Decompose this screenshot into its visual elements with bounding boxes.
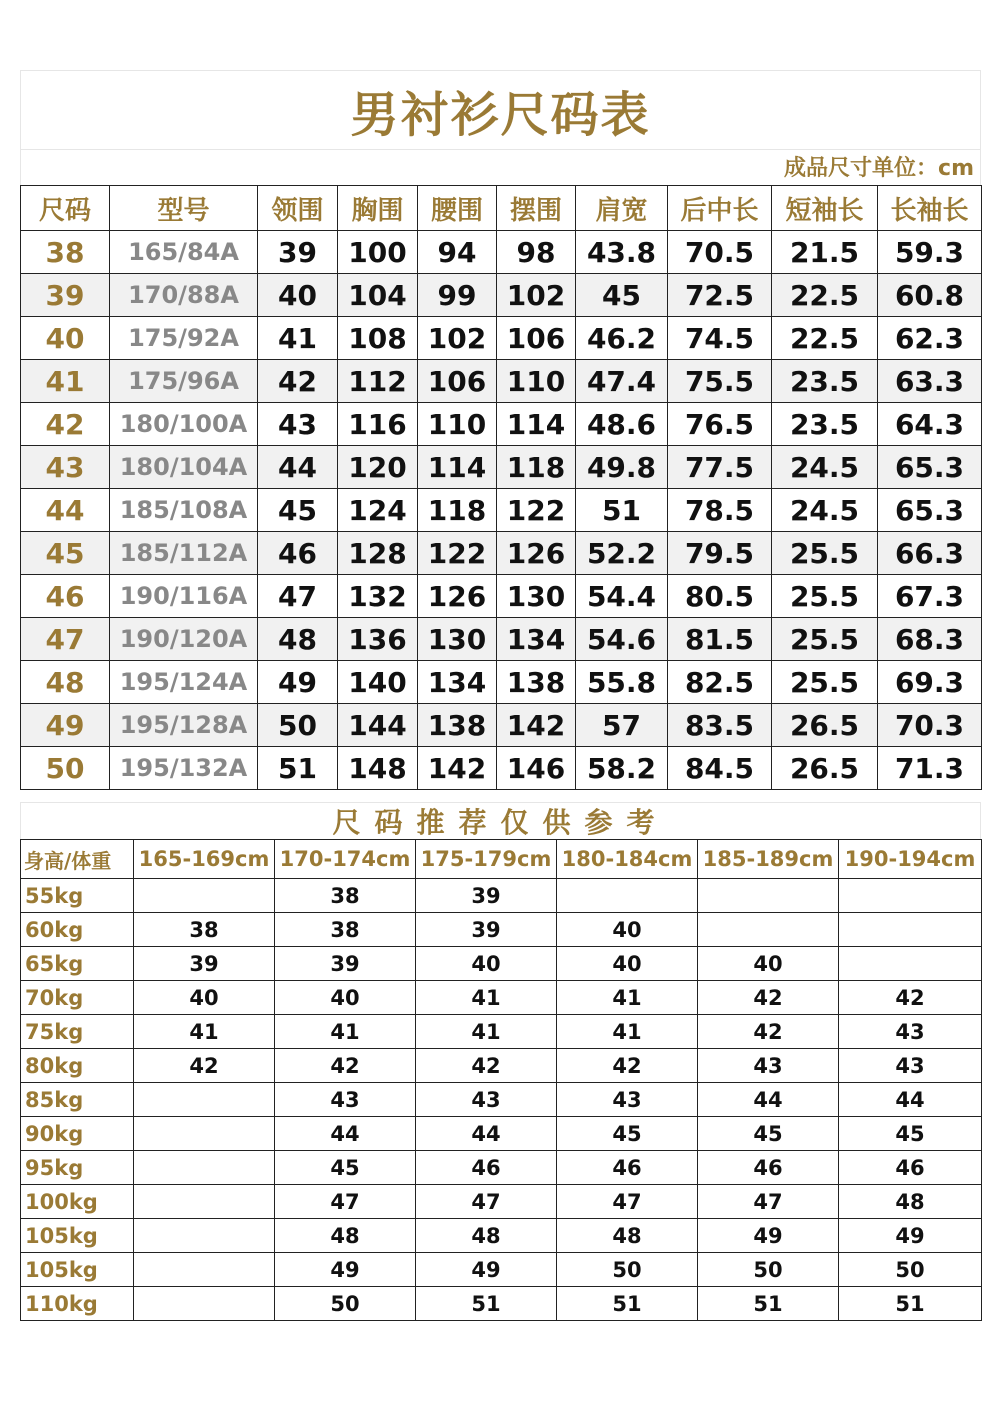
weight-cell: 95kg [21,1151,134,1185]
measure-cell: 42 [258,360,338,403]
recommend-size-cell: 42 [134,1049,275,1083]
height-header-cell: 170-174cm [275,840,416,879]
measure-cell: 102 [497,274,576,317]
measure-cell: 63.3 [878,360,982,403]
model-cell: 180/104A [110,446,258,489]
recommend-size-cell: 41 [416,1015,557,1049]
model-cell: 180/100A [110,403,258,446]
recommend-size-cell: 47 [557,1185,698,1219]
weight-cell: 65kg [21,947,134,981]
measure-cell: 110 [497,360,576,403]
recommend-size-cell: 48 [839,1185,982,1219]
recommend-size-cell: 46 [839,1151,982,1185]
measure-cell: 98 [497,231,576,274]
measure-cell: 134 [497,618,576,661]
recommend-size-cell: 45 [698,1117,839,1151]
measure-cell: 26.5 [772,747,878,790]
model-cell: 185/112A [110,532,258,575]
measure-cell: 102 [418,317,497,360]
recommend-size-cell: 41 [557,981,698,1015]
measure-cell: 47.4 [576,360,668,403]
measure-cell: 120 [338,446,418,489]
size-cell: 47 [21,618,110,661]
size-header-cell: 后中长 [668,186,772,231]
measure-cell: 140 [338,661,418,704]
measure-cell: 66.3 [878,532,982,575]
recommend-size-cell: 45 [557,1117,698,1151]
measure-cell: 51 [258,747,338,790]
weight-cell: 105kg [21,1253,134,1287]
measure-cell: 146 [497,747,576,790]
corner-header-cell: 身高/体重 [21,840,134,879]
measure-cell: 25.5 [772,575,878,618]
measure-cell: 81.5 [668,618,772,661]
measure-cell: 126 [497,532,576,575]
measure-cell: 99 [418,274,497,317]
recommend-table [20,839,982,1321]
measure-cell: 79.5 [668,532,772,575]
recommend-size-cell [557,879,698,913]
recommend-size-cell [839,947,982,981]
recommend-size-cell [839,879,982,913]
size-header-cell: 摆围 [497,186,576,231]
recommend-size-cell: 50 [557,1253,698,1287]
recommend-size-cell: 42 [557,1049,698,1083]
recommend-size-cell: 40 [557,947,698,981]
size-header-cell: 尺码 [21,186,110,231]
recommend-row [21,1049,982,1083]
measure-cell: 46.2 [576,317,668,360]
weight-cell: 55kg [21,879,134,913]
size-cell: 46 [21,575,110,618]
measure-cell: 41 [258,317,338,360]
recommend-size-cell: 50 [839,1253,982,1287]
measure-cell: 72.5 [668,274,772,317]
recommend-size-cell: 45 [839,1117,982,1151]
recommend-size-cell: 39 [416,879,557,913]
measure-cell: 74.5 [668,317,772,360]
measure-cell: 25.5 [772,618,878,661]
measure-cell: 43.8 [576,231,668,274]
recommend-size-cell: 43 [839,1049,982,1083]
recommend-title: 尺码推荐仅供参考 [332,806,669,839]
measure-cell: 71.3 [878,747,982,790]
measure-cell: 80.5 [668,575,772,618]
size-row [21,575,982,618]
recommend-size-cell [134,879,275,913]
recommend-row [21,1117,982,1151]
measure-cell: 104 [338,274,418,317]
measure-cell: 76.5 [668,403,772,446]
recommend-row [21,879,982,913]
model-cell: 190/116A [110,575,258,618]
weight-cell: 75kg [21,1015,134,1049]
height-header-cell: 175-179cm [416,840,557,879]
measure-cell: 54.6 [576,618,668,661]
recommend-size-cell: 49 [839,1219,982,1253]
model-cell: 170/88A [110,274,258,317]
size-row [21,704,982,747]
recommend-size-cell: 43 [839,1015,982,1049]
measure-cell: 43 [258,403,338,446]
unit-label: 成品尺寸单位：cm [784,156,974,181]
recommend-size-cell: 48 [416,1219,557,1253]
recommend-row [21,1253,982,1287]
measure-cell: 49 [258,661,338,704]
size-row [21,489,982,532]
measure-cell: 67.3 [878,575,982,618]
recommend-size-cell: 51 [557,1287,698,1321]
recommend-size-cell: 45 [275,1151,416,1185]
measure-cell: 148 [338,747,418,790]
measure-cell: 23.5 [772,360,878,403]
measure-cell: 69.3 [878,661,982,704]
measure-cell: 25.5 [772,532,878,575]
recommend-size-cell: 51 [698,1287,839,1321]
measure-cell: 40 [258,274,338,317]
recommend-size-cell: 42 [698,981,839,1015]
measure-cell: 25.5 [772,661,878,704]
recommend-size-cell: 43 [275,1083,416,1117]
recommend-row [21,947,982,981]
measure-cell: 24.5 [772,489,878,532]
recommend-size-cell: 40 [134,981,275,1015]
measure-cell: 142 [497,704,576,747]
measure-cell: 84.5 [668,747,772,790]
size-cell: 42 [21,403,110,446]
recommend-size-cell: 46 [698,1151,839,1185]
recommend-row [21,981,982,1015]
recommend-size-cell: 41 [134,1015,275,1049]
size-header-cell: 短袖长 [772,186,878,231]
recommend-size-cell [134,1117,275,1151]
measure-cell: 50 [258,704,338,747]
measure-cell: 128 [338,532,418,575]
recommend-size-cell: 38 [275,913,416,947]
recommend-row [21,1287,982,1321]
recommend-size-cell: 49 [275,1253,416,1287]
recommend-size-cell [698,879,839,913]
model-cell: 190/120A [110,618,258,661]
weight-cell: 70kg [21,981,134,1015]
recommend-size-cell: 43 [416,1083,557,1117]
recommend-size-cell: 42 [275,1049,416,1083]
size-cell: 50 [21,747,110,790]
height-header-cell: 190-194cm [839,840,982,879]
size-row [21,231,982,274]
recommend-size-cell [839,913,982,947]
measure-cell: 130 [497,575,576,618]
measure-cell: 124 [338,489,418,532]
measure-cell: 49.8 [576,446,668,489]
measure-cell: 122 [418,532,497,575]
measure-cell: 108 [338,317,418,360]
size-cell: 48 [21,661,110,704]
recommend-size-cell [134,1185,275,1219]
recommend-size-cell [134,1219,275,1253]
model-cell: 175/92A [110,317,258,360]
recommend-row [21,1015,982,1049]
measure-cell: 52.2 [576,532,668,575]
measure-cell: 55.8 [576,661,668,704]
size-row [21,317,982,360]
measure-cell: 64.3 [878,403,982,446]
measure-cell: 114 [418,446,497,489]
size-header-cell: 长袖长 [878,186,982,231]
measure-cell: 122 [497,489,576,532]
size-header-cell: 肩宽 [576,186,668,231]
measure-cell: 106 [497,317,576,360]
size-row [21,360,982,403]
model-cell: 185/108A [110,489,258,532]
measure-cell: 136 [338,618,418,661]
size-cell: 41 [21,360,110,403]
measure-cell: 48.6 [576,403,668,446]
measure-cell: 54.4 [576,575,668,618]
measure-cell: 21.5 [772,231,878,274]
recommend-size-cell [134,1253,275,1287]
weight-cell: 100kg [21,1185,134,1219]
size-cell: 45 [21,532,110,575]
measure-cell: 134 [418,661,497,704]
measure-cell: 46 [258,532,338,575]
measure-cell: 24.5 [772,446,878,489]
recommend-size-cell: 39 [416,913,557,947]
recommend-size-cell: 42 [698,1015,839,1049]
measure-cell: 138 [497,661,576,704]
recommend-size-cell [698,913,839,947]
size-row [21,274,982,317]
recommend-size-cell: 46 [557,1151,698,1185]
recommend-size-cell: 44 [839,1083,982,1117]
size-row [21,747,982,790]
recommend-size-cell: 38 [275,879,416,913]
size-row [21,618,982,661]
measure-cell: 142 [418,747,497,790]
size-cell: 39 [21,274,110,317]
size-row [21,446,982,489]
measure-cell: 116 [338,403,418,446]
recommend-size-cell: 41 [557,1015,698,1049]
weight-cell: 90kg [21,1117,134,1151]
recommend-size-cell: 42 [416,1049,557,1083]
model-cell: 195/124A [110,661,258,704]
recommend-size-cell: 47 [698,1185,839,1219]
measure-cell: 23.5 [772,403,878,446]
model-cell: 175/96A [110,360,258,403]
recommend-size-cell: 50 [698,1253,839,1287]
recommend-row [21,1185,982,1219]
unit-row [20,149,981,185]
measure-cell: 48 [258,618,338,661]
recommend-size-cell [134,1151,275,1185]
measure-cell: 94 [418,231,497,274]
measure-cell: 51 [576,489,668,532]
recommend-size-cell: 40 [698,947,839,981]
recommend-size-cell: 40 [275,981,416,1015]
recommend-size-cell: 43 [557,1083,698,1117]
recommend-row [21,1083,982,1117]
measure-cell: 22.5 [772,274,878,317]
measure-cell: 65.3 [878,446,982,489]
measure-cell: 144 [338,704,418,747]
weight-cell: 85kg [21,1083,134,1117]
measure-cell: 44 [258,446,338,489]
recommend-title-row [20,802,981,839]
measure-cell: 130 [418,618,497,661]
recommend-size-cell: 51 [416,1287,557,1321]
measure-cell: 22.5 [772,317,878,360]
measure-cell: 118 [497,446,576,489]
recommend-row [21,1151,982,1185]
recommend-size-cell: 44 [275,1117,416,1151]
measure-cell: 39 [258,231,338,274]
height-header-cell: 165-169cm [134,840,275,879]
recommend-size-cell: 39 [134,947,275,981]
measure-cell: 70.5 [668,231,772,274]
measure-cell: 70.3 [878,704,982,747]
measure-cell: 58.2 [576,747,668,790]
size-header-cell: 型号 [110,186,258,231]
measure-cell: 45 [576,274,668,317]
recommend-size-cell: 44 [416,1117,557,1151]
recommend-size-cell: 39 [275,947,416,981]
recommend-size-cell: 51 [839,1287,982,1321]
measure-cell: 77.5 [668,446,772,489]
size-cell: 49 [21,704,110,747]
recommend-size-cell: 41 [275,1015,416,1049]
measure-cell: 60.8 [878,274,982,317]
size-chart-sheet [20,70,981,1321]
measure-cell: 78.5 [668,489,772,532]
recommend-size-cell [134,1083,275,1117]
measure-cell: 138 [418,704,497,747]
measure-cell: 65.3 [878,489,982,532]
recommend-size-cell: 43 [698,1049,839,1083]
recommend-size-cell: 47 [416,1185,557,1219]
measure-cell: 106 [418,360,497,403]
recommend-size-cell: 46 [416,1151,557,1185]
model-cell: 195/132A [110,747,258,790]
size-header-cell: 胸围 [338,186,418,231]
height-header-cell: 185-189cm [698,840,839,879]
recommend-size-cell: 38 [134,913,275,947]
recommend-size-cell: 48 [557,1219,698,1253]
size-table [20,185,982,790]
measure-cell: 75.5 [668,360,772,403]
size-row [21,661,982,704]
measure-cell: 26.5 [772,704,878,747]
model-cell: 165/84A [110,231,258,274]
recommend-size-cell: 41 [416,981,557,1015]
recommend-table-header [21,840,982,879]
weight-cell: 60kg [21,913,134,947]
height-header-cell: 180-184cm [557,840,698,879]
measure-cell: 62.3 [878,317,982,360]
measure-cell: 57 [576,704,668,747]
page-title: 男衬衫尺码表 [350,86,651,143]
measure-cell: 118 [418,489,497,532]
size-cell: 38 [21,231,110,274]
size-cell: 44 [21,489,110,532]
measure-cell: 45 [258,489,338,532]
recommend-row [21,913,982,947]
size-row [21,403,982,446]
recommend-size-cell [134,1287,275,1321]
model-cell: 195/128A [110,704,258,747]
size-header-cell: 领围 [258,186,338,231]
measure-cell: 114 [497,403,576,446]
measure-cell: 126 [418,575,497,618]
size-cell: 43 [21,446,110,489]
weight-cell: 105kg [21,1219,134,1253]
measure-cell: 68.3 [878,618,982,661]
measure-cell: 82.5 [668,661,772,704]
recommend-size-cell: 40 [557,913,698,947]
measure-cell: 132 [338,575,418,618]
recommend-size-cell: 49 [416,1253,557,1287]
measure-cell: 83.5 [668,704,772,747]
recommend-size-cell: 47 [275,1185,416,1219]
measure-cell: 110 [418,403,497,446]
weight-cell: 80kg [21,1049,134,1083]
weight-cell: 110kg [21,1287,134,1321]
recommend-size-cell: 50 [275,1287,416,1321]
size-table-header [21,186,982,231]
measure-cell: 112 [338,360,418,403]
size-header-cell: 腰围 [418,186,497,231]
measure-cell: 100 [338,231,418,274]
size-cell: 40 [21,317,110,360]
measure-cell: 59.3 [878,231,982,274]
recommend-row [21,1219,982,1253]
recommend-size-cell: 44 [698,1083,839,1117]
size-row [21,532,982,575]
recommend-size-cell: 49 [698,1219,839,1253]
recommend-size-cell: 48 [275,1219,416,1253]
recommend-size-cell: 40 [416,947,557,981]
recommend-size-cell: 42 [839,981,982,1015]
title-row [20,70,981,149]
measure-cell: 47 [258,575,338,618]
